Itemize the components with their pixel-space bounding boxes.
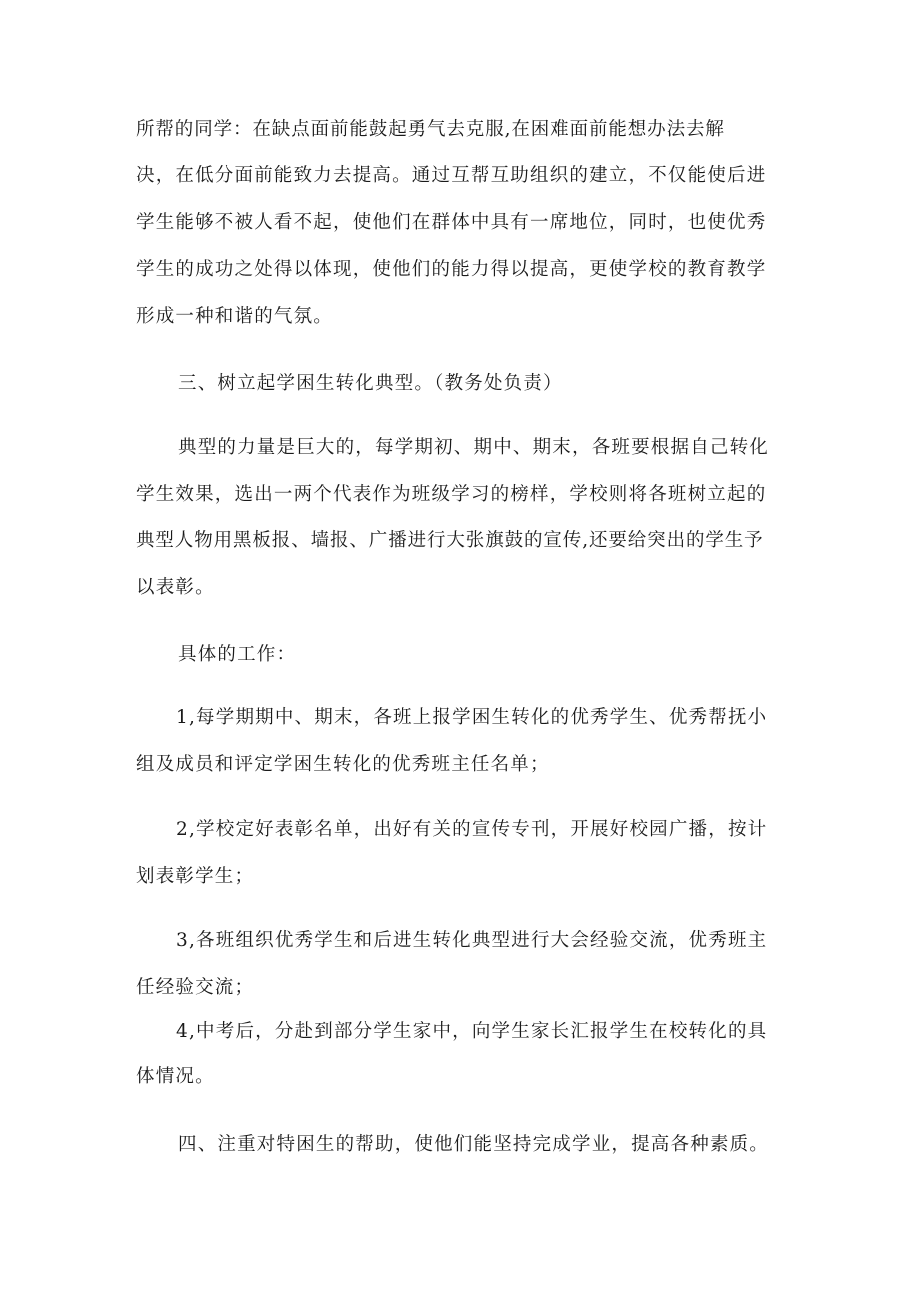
text-line: 所帮的同学：在缺点面前能鼓起勇气去克服,在困难面前能想办法去解: [136, 119, 725, 140]
list-item-3-cont: 任经验交流；: [136, 977, 255, 998]
list-item-1-cont: 组及成员和评定学困生转化的优秀班主任名单；: [136, 754, 550, 775]
list-item-3: 3,各班组织优秀学生和后进生转化典型进行大会经验交流，优秀班主: [176, 930, 768, 951]
section-heading-4: 四、注重对特困生的帮助，使他们能坚持完成学业，提高各种素质。: [178, 1134, 770, 1155]
text-line: 形成一种和谐的气氛。: [136, 306, 334, 327]
text-line: 学生的成功之处得以体现，使他们的能力得以提高，更使学校的教育教学: [136, 259, 767, 280]
list-item-4: 4,中考后，分赴到部分学生家中，向学生家长汇报学生在校转化的具: [176, 1021, 768, 1042]
list-item-4-cont: 体情况。: [136, 1066, 215, 1087]
text-line: 典型的力量是巨大的，每学期初、期中、期末，各班要根据自己转化: [178, 437, 770, 458]
list-item-1: 1,每学期期中、期末，各班上报学困生转化的优秀学生、优秀帮抚小: [176, 707, 768, 728]
subheading-specific-work: 具体的工作：: [178, 644, 297, 665]
text-line: 学生效果，选出一两个代表作为班级学习的榜样，学校则将各班树立起的: [136, 484, 767, 505]
text-line: 学生能够不被人看不起，使他们在群体中具有一席地位，同时，也使优秀: [136, 212, 767, 233]
section-heading-3: 三、树立起学困生转化典型。（教务处负责）: [178, 373, 563, 394]
list-item-2: 2,学校定好表彰名单，出好有关的宣传专刊，开展好校园广播，按计: [176, 819, 768, 840]
text-line: 决，在低分面前能致力去提高。通过互帮互助组织的建立，不仅能使后进: [136, 165, 767, 186]
list-item-2-cont: 划表彰学生；: [136, 866, 255, 887]
text-line: 典型人物用黑板报、墙报、广播进行大张旗鼓的宣传,还要给突出的学生予: [136, 530, 764, 551]
text-line: 以表彰。: [136, 577, 215, 598]
